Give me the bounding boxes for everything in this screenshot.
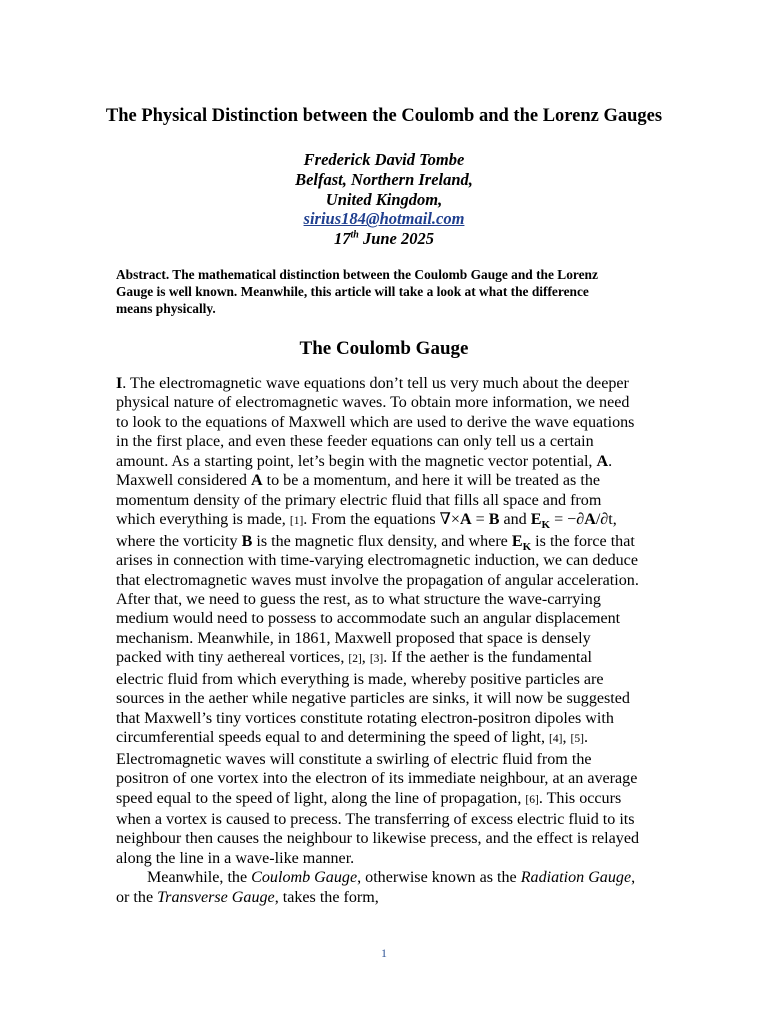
body-line: along the line in a wave-like manner. <box>116 849 355 867</box>
citation-ref: [6] <box>525 793 539 806</box>
body-line: physical nature of electromagnetic waves. To obtain more information, we need <box>116 394 630 412</box>
body-line: speed equal to the speed of light, along the line of propagation, [6]. This occurs <box>116 789 622 807</box>
page-number: 1 <box>381 946 387 960</box>
body-line: to look to the equations of Maxwell which are used to derive the wave equations <box>116 413 635 431</box>
body-line: Maxwell considered A to be a momentum, and here it will be treated as the <box>116 472 601 490</box>
body-line: Meanwhile, the Coulomb Gauge, otherwise known as the Radiation Gauge, <box>147 869 636 887</box>
body-line: medium would need to possess to accommodate such an angular displacement <box>116 610 621 628</box>
body-line: momentum density of the primary electric fluid that fills all space and from <box>116 491 602 509</box>
body-line: which everything is made, [1]. From the equations ∇×A = B and $E_K = -\partial A/\partial t$, <box>116 511 617 532</box>
body-line: After that, we need to guess the rest, as to what structure the wave-carrying <box>116 590 601 608</box>
abstract <box>116 266 686 317</box>
body-line: arises in connection with time-varying electromagnetic induction, we can deduce <box>116 552 638 570</box>
body-line: sources in the aether while negative particles are sinks, it will now be suggested <box>116 690 630 708</box>
body-line: amount. As a starting point, let’s begin with the magnetic vector potential, A. <box>116 452 613 470</box>
citation-ref: [2] <box>348 653 362 666</box>
author-email-link[interactable]: sirius184@hotmail.com <box>303 209 465 229</box>
body-line: packed with tiny aethereal vortices, [2], [3]. If the aether is the fundamental <box>116 649 592 667</box>
body-line: positron of one vortex into the electron of its immediate neighbour, at an average <box>116 770 638 788</box>
citation-ref: [5] <box>570 733 584 746</box>
body-line: circumferential speeds equal to and determining the speed of light, [4], [5]. <box>116 729 588 747</box>
body-line: where the vorticity B is the magnetic flux density, and where $E_K$ is the force that <box>116 532 635 553</box>
citation-ref: [3] <box>369 653 384 666</box>
body-line: in the first place, and even these feeder equations can only tell us a certain <box>116 433 594 451</box>
author-block <box>0 150 768 249</box>
publication-date: 17th June 2025 <box>333 229 435 249</box>
body-line: electric fluid from which everything is made, whereby positive particles are <box>116 670 604 688</box>
body-line: mechanism. Meanwhile, in 1861, Maxwell proposed that space is densely <box>116 629 591 647</box>
citation-ref: [4] <box>549 733 563 746</box>
body-line: I. The electromagnetic wave equations don’t tell us very much about the deeper <box>116 375 629 392</box>
abstract-line: Gauge is well known. Meanwhile, this article will take a look at what the difference <box>116 284 589 299</box>
author-country: United Kingdom, <box>325 189 443 209</box>
body-text <box>116 374 716 907</box>
body-line: when a vortex is caused to precess. The transferring of excess electric fluid to its <box>116 810 635 828</box>
author-city: Belfast, Northern Ireland, <box>295 169 473 189</box>
paper-title: The Physical Distinction between the Coulomb and the Lorenz Gauges <box>105 106 663 126</box>
section-heading: The Coulomb Gauge <box>299 338 469 359</box>
citation-ref: [1] <box>289 515 304 528</box>
author-name: Frederick David Tombe <box>303 150 465 169</box>
body-line: or the Transverse Gauge, takes the form, <box>116 888 379 906</box>
body-line: Electromagnetic waves will constitute a swirling of electric fluid from the <box>116 750 592 768</box>
abstract-line: Abstract. The mathematical distinction between the Coulomb Gauge and the Lorenz <box>116 267 598 282</box>
abstract-line: means physically. <box>116 301 216 316</box>
body-line: neighbour then causes the neighbour to likewise precess, and the effect is relayed <box>116 830 640 848</box>
body-line: that Maxwell’s tiny vortices constitute rotating electron-positron dipoles with <box>116 709 614 727</box>
body-line: that electromagnetic waves must involve the propagation of angular acceleration. <box>116 571 639 589</box>
